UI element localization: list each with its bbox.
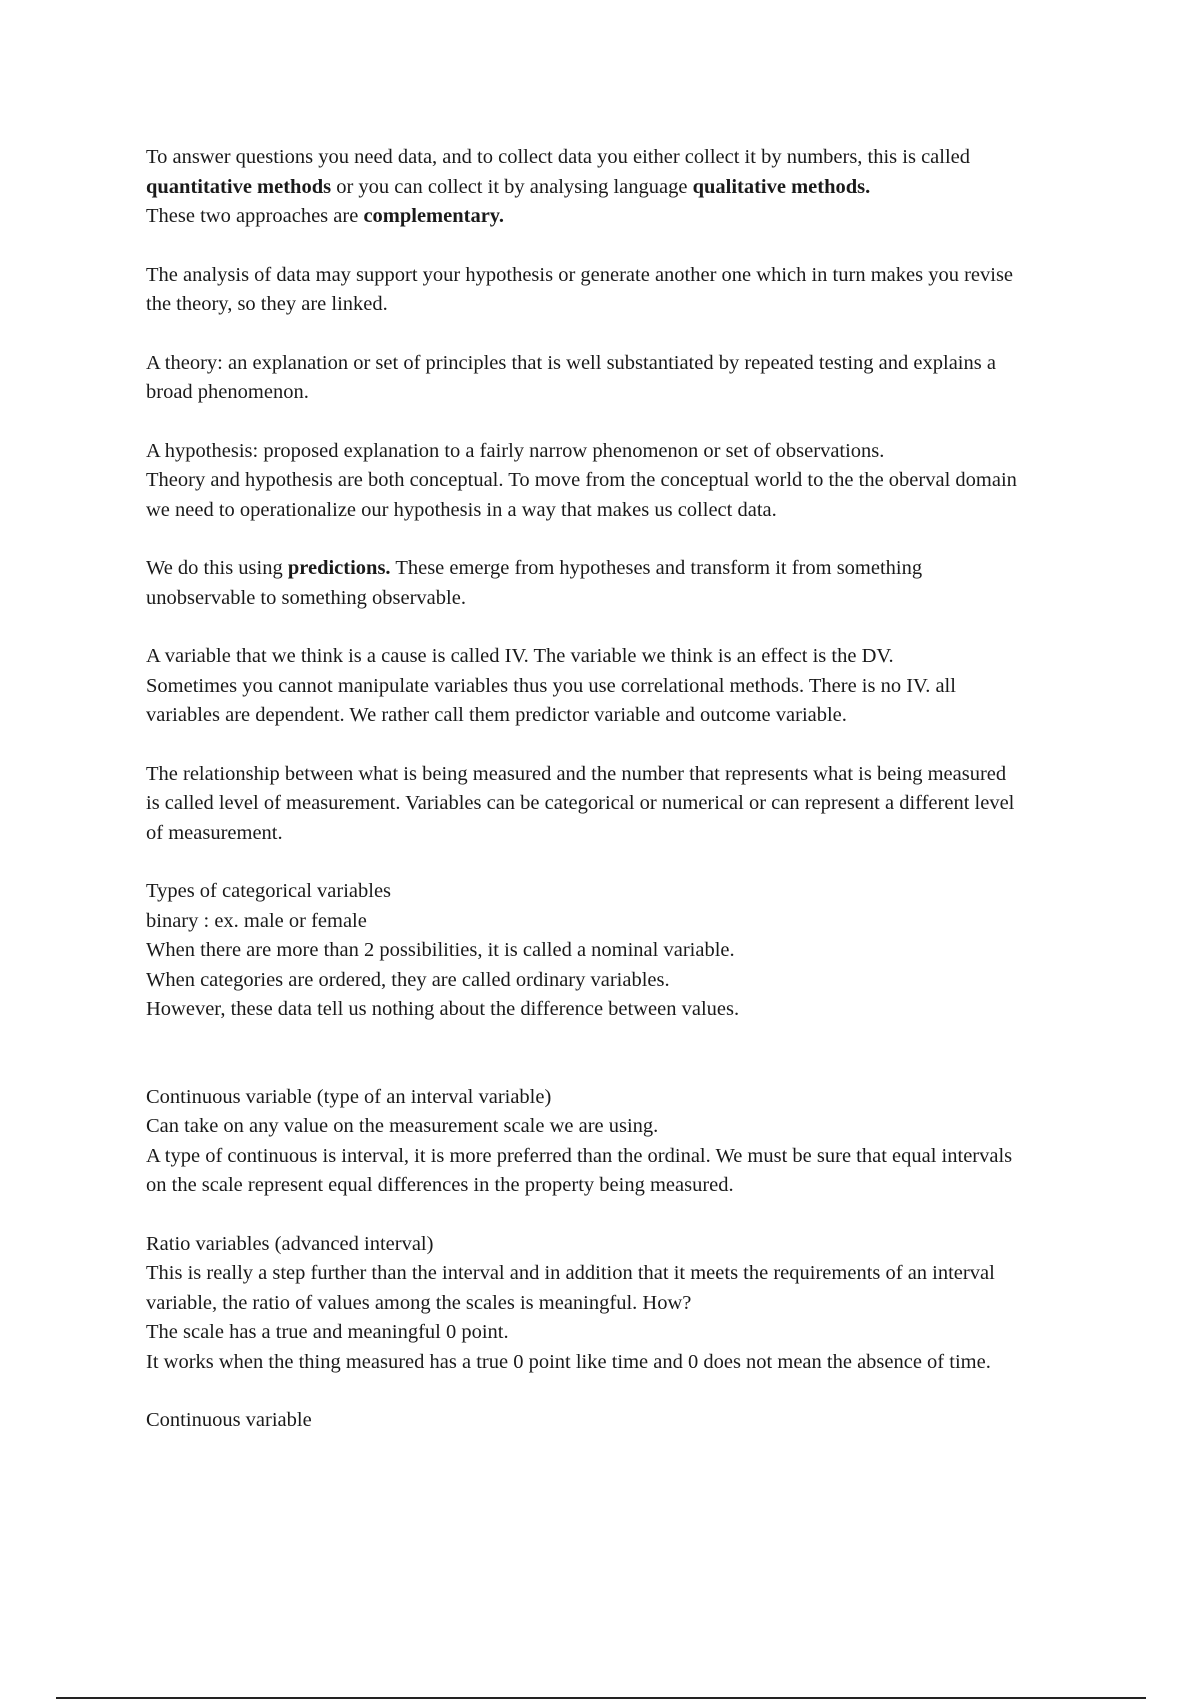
bold-term: complementary. — [363, 205, 505, 227]
text-span: We do this using — [146, 557, 288, 579]
text-span: These emerge from hypotheses and transform it from something — [390, 557, 923, 579]
text-line — [146, 554, 1096, 584]
paragraph-hypothesis — [146, 437, 1096, 526]
paragraph-continuous-variable-heading — [146, 1406, 1096, 1436]
text-line: A type of continuous is interval, it is more preferred than the ordinal. We must be sure that equal intervals — [146, 1144, 1013, 1167]
text-span: These two approaches are — [146, 205, 364, 227]
text-line: The relationship between what is being measured and the number that represents what is being measured — [146, 762, 1007, 785]
document-body — [146, 143, 1096, 1465]
paragraph-level-of-measurement — [146, 760, 1096, 849]
bold-term: qualitative methods. — [692, 175, 871, 198]
text-line: The scale has a true and meaningful 0 point. — [146, 1321, 509, 1343]
text-line: of measurement. — [146, 821, 283, 844]
paragraph-variables — [146, 642, 1096, 731]
text-line: broad phenomenon. — [146, 381, 309, 403]
text-line: unobservable to something observable. — [146, 586, 466, 609]
text-line: we need to operationalize our hypothesis in a way that makes us collect data. — [146, 498, 777, 521]
text-line: variable, the ratio of values among the scales is meaningful. How? — [146, 1291, 692, 1314]
text-line: is called level of measurement. Variables can be categorical or numerical or can represent a different level — [146, 792, 1015, 814]
text-line — [146, 173, 1096, 203]
text-line: on the scale represent equal differences in the property being measured. — [146, 1174, 734, 1196]
page-bottom-divider — [56, 1697, 1146, 1699]
text-line: The analysis of data may support your hypothesis or generate another one which in turn makes you revise — [146, 263, 1014, 286]
text-line: It works when the thing measured has a true 0 point like time and 0 does not mean the absence of time. — [146, 1350, 991, 1373]
paragraph-analysis — [146, 261, 1096, 320]
text-line: Can take on any value on the measurement scale we are using. — [146, 1115, 659, 1137]
text-line: When categories are ordered, they are called ordinary variables. — [146, 968, 670, 991]
text-line: A hypothesis: proposed explanation to a fairly narrow phenomenon or set of observations. — [146, 439, 885, 462]
text-line: binary : ex. male or female — [146, 909, 367, 932]
paragraph-continuous-variable — [146, 1083, 1096, 1201]
text-line: To answer questions you need data, and to collect data you either collect it by numbers, this is called — [146, 146, 971, 168]
text-line: This is really a step further than the interval and in addition that it meets the requirements of an interval — [146, 1262, 995, 1284]
paragraph-data-collection — [146, 143, 1096, 232]
text-line: A variable that we think is a cause is called IV. The variable we think is an effect is the DV. — [146, 645, 894, 667]
text-line: Continuous variable (type of an interval variable) — [146, 1085, 552, 1108]
text-line: Sometimes you cannot manipulate variables thus you use correlational methods. There is no IV. all — [146, 674, 956, 697]
paragraph-predictions — [146, 554, 1096, 613]
text-line: When there are more than 2 possibilities, it is called a nominal variable. — [146, 939, 735, 961]
bold-term: quantitative methods — [146, 175, 332, 198]
text-line — [146, 202, 1096, 232]
bold-term: predictions. — [287, 557, 391, 579]
text-line: Types of categorical variables — [146, 880, 392, 902]
text-line: Continuous variable — [146, 1409, 312, 1431]
text-line: Theory and hypothesis are both conceptual. To move from the conceptual world to the the oberval domain — [146, 469, 1017, 491]
paragraph-categorical-variables — [146, 877, 1096, 1025]
text-span: or you can collect it by analysing language — [331, 175, 693, 198]
text-line: A theory: an explanation or set of principles that is well substantiated by repeated testing and explains a — [146, 351, 996, 374]
text-line: the theory, so they are linked. — [146, 293, 388, 315]
text-line: However, these data tell us nothing about the difference between values. — [146, 998, 740, 1020]
text-line: Ratio variables (advanced interval) — [146, 1232, 434, 1255]
text-line: variables are dependent. We rather call them predictor variable and outcome variable. — [146, 704, 847, 726]
paragraph-theory — [146, 349, 1096, 408]
paragraph-ratio-variables — [146, 1230, 1096, 1378]
